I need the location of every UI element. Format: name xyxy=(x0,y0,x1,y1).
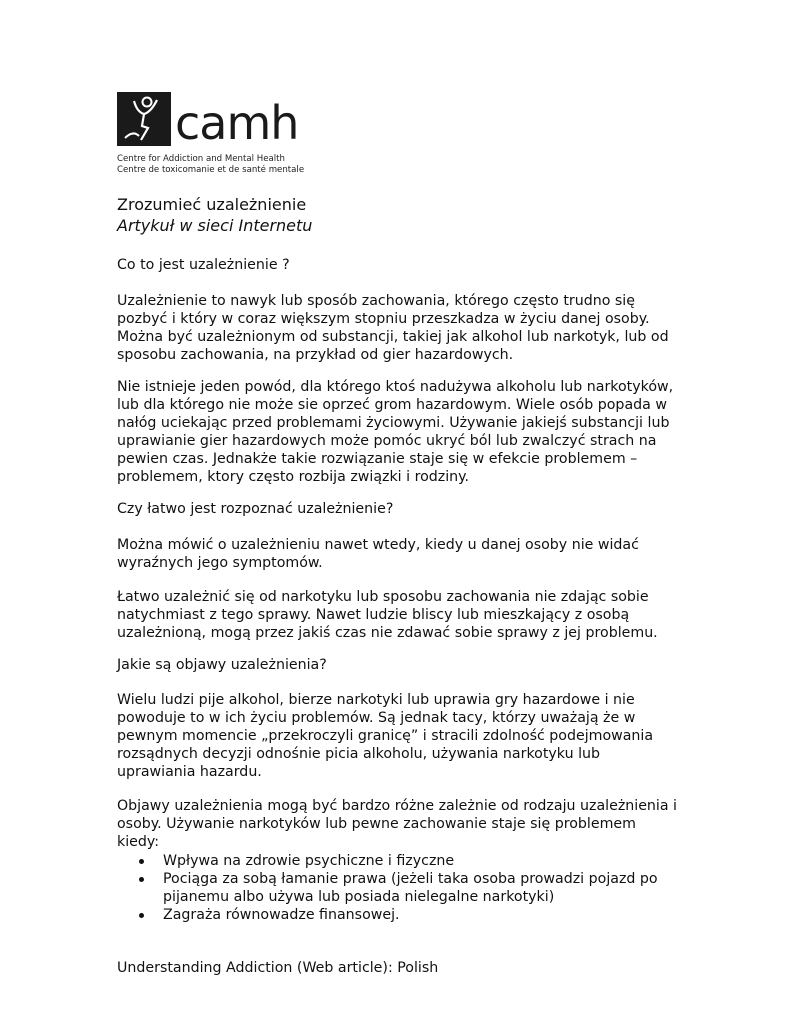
list-item-text: Wpływa na zdrowie psychiczne i fizyczne xyxy=(163,853,455,869)
list-item-text: Zagraża równowadze finansowej. xyxy=(163,907,400,923)
camh-logo xyxy=(117,90,317,180)
section-3-paragraph-1 xyxy=(117,691,677,781)
symptom-list-block xyxy=(117,852,677,924)
bullet-icon xyxy=(139,859,144,864)
list-item xyxy=(135,870,677,906)
paragraph: Można mówić o uzależnieniu nawet wtedy, kiedy u danej osoby nie widać wyraźnych jego symptomów. xyxy=(117,537,639,571)
section-1-paragraph-1 xyxy=(117,292,677,364)
section-2-heading-block xyxy=(117,500,677,518)
list-item xyxy=(135,852,677,870)
section-heading: Co to jest uzależnienie ? xyxy=(117,257,290,273)
section-1-paragraph-2 xyxy=(117,378,677,486)
logo-subtitle-fr: Centre de toxicomanie et de santé mentale xyxy=(117,165,305,175)
paragraph: Uzależnienie to nawyk lub sposób zachowania, którego często trudno się pozbyć i który w coraz większym stopniu przeszkadza w życiu danej osoby. Można być uzależnionym od substancji, takiej jak alkohol lub narkotyk, lub od sposobu zachowania, na przykład od gier hazardowych. xyxy=(117,293,669,363)
paragraph: Łatwo uzależnić się od narkotyku lub sposobu zachowania nie zdając sobie natychmiast z tego sprawy. Nawet ludzie bliscy lub mieszkający z osobą uzależnioną, mogą przez jakiś czas nie zdawać sobie sprawy z jej problemu. xyxy=(117,589,658,641)
camh-logo-icon xyxy=(117,92,171,146)
camh-figure-icon xyxy=(117,92,171,146)
section-1-heading-block xyxy=(117,256,677,274)
list-item xyxy=(135,906,677,924)
document-subtitle: Artykuł w sieci Internetu xyxy=(117,216,313,235)
bullet-icon xyxy=(139,913,144,918)
paragraph: Wielu ludzi pije alkohol, bierze narkotyki lub uprawia gry hazardowe i nie powoduje to w ich życiu problemów. Są jednak tacy, którzy uważają że w pewnym momencie „przekroczyli granicę” i stracili zdolność podejmowania rozsądnych decyzji odnośnie picia alkoholu, używania narkotyku lub uprawiania hazardu. xyxy=(117,692,654,780)
camh-logo-wordmark: camh xyxy=(175,96,299,150)
section-2-paragraph-1 xyxy=(117,536,677,572)
document-title: Zrozumieć uzależnienie xyxy=(117,195,307,214)
list-item-text: Pociąga za sobą łamanie prawa (jeżeli taka osoba prowadzi pojazd po pijanemu albo używa lub posiada nielegalne narkotyki) xyxy=(163,871,658,905)
section-heading: Jakie są objawy uzależnienia? xyxy=(117,657,327,673)
section-heading: Czy łatwo jest rozpoznać uzależnienie? xyxy=(117,501,394,517)
paragraph: Nie istnieje jeden powód, dla którego ktoś nadużywa alkoholu lub narkotyków, lub dla którego nie może sie oprzeć grom hazardowym. Wiele osób popada w nałóg uciekając przed problemami życiowymi. Używanie jakiejś substancji lub uprawianie gier hazardowych może pomóc ukryć ból lub zwalczyć strach na pewien czas. Jednakże takie rozwiązanie staje się w efekcie problemem – problemem, ktory często rozbija związki i rodziny. xyxy=(117,379,674,485)
section-2-paragraph-2 xyxy=(117,588,677,642)
section-3-paragraph-2 xyxy=(117,797,677,851)
section-3-heading-block xyxy=(117,656,677,674)
bullet-icon xyxy=(139,877,144,882)
page-footer: Understanding Addiction (Web article): Polish xyxy=(117,960,439,976)
paragraph: Objawy uzależnienia mogą być bardzo różne zależnie od rodzaju uzależnienia i osoby. Używanie narkotyków lub pewne zachowanie staje się problemem kiedy: xyxy=(117,798,678,850)
document-page xyxy=(117,90,678,923)
logo-subtitle-en: Centre for Addiction and Mental Health xyxy=(117,154,285,164)
camh-logo-subtitle xyxy=(117,154,304,176)
symptom-list xyxy=(117,852,677,924)
